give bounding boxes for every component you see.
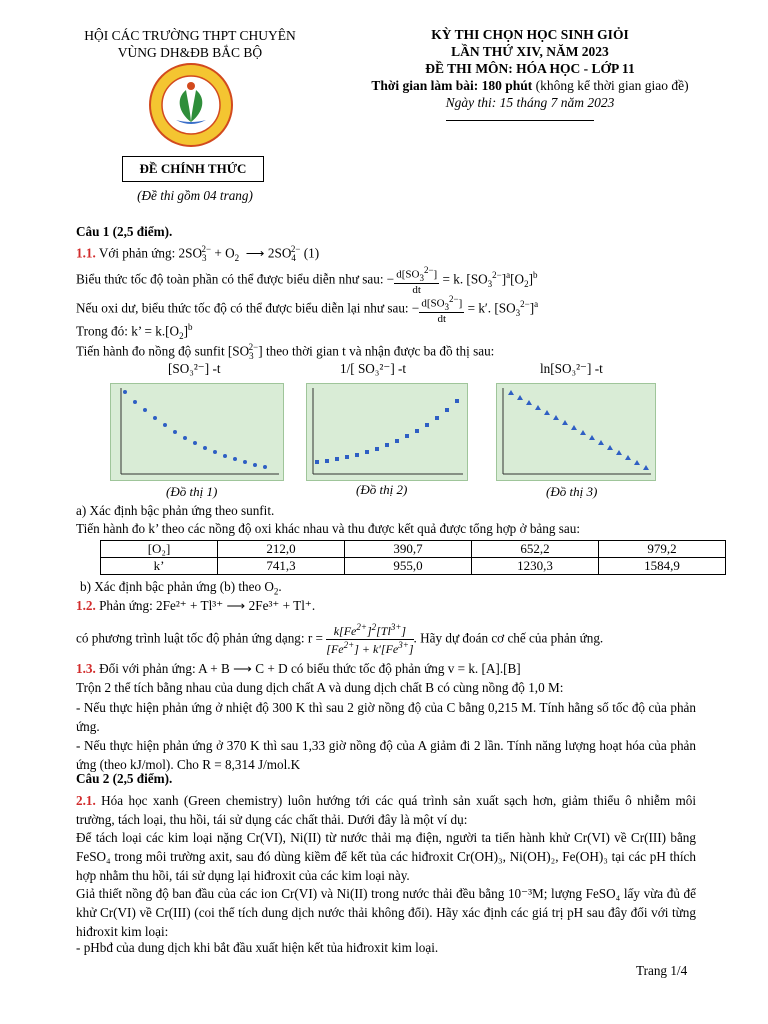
part-1-3-b: - Nếu thực hiện phản ứng ở 370 K thì sau 1,33 giờ nồng độ của A giảm đi 2 lần. Tính năng lượng hoạt hóa của phản ứng (theo kJ/mol). Cho R = 8,314 J/mol.K — [76, 738, 696, 772]
part-1-2-reaction: 1.2. Phản ứng: 2Fe²⁺ + Tl³⁺ ⟶ 2Fe³⁺ + Tl⁺. — [76, 598, 316, 613]
exam-title: KỲ THI CHỌN HỌC SINH GIỎI — [431, 27, 629, 42]
part-1-2-rate-law: có phương trình luật tốc độ phản ứng dạng: r = $\frac{k[Fe^{2+}]^2[Tl^{3+}]}{[Fe^{2+}] + k'[Fe^{3+}]}$ . Hãy dự đoán cơ chế của phản ứng. — [76, 622, 604, 656]
page-count-note: (Đề thi gồm 04 trang) — [137, 188, 253, 203]
question-2-title: Câu 2 (2,5 điểm). — [76, 771, 173, 786]
part-2-1-intro: 2.1. Hóa học xanh (Green chemistry) luôn hướng tới các quá trình sản xuất sạch hơn, giảm thiểu ô nhiễm môi trường, tách loại, thu hồi, tái sử dụng các chất thải. Dưới đây là một ví dụ: — [76, 793, 696, 827]
table-row — [101, 558, 726, 575]
exam-header — [310, 26, 750, 111]
oxygen-k-table — [100, 540, 726, 575]
part-1-3-mixing: Trộn 2 thể tích bằng nhau của dung dịch chất A và dung dịch chất B có cùng nồng độ 1,0 M: — [76, 680, 564, 695]
table-row — [101, 541, 726, 558]
table-cell: 955,0 — [345, 558, 472, 575]
table-cell: 390,7 — [345, 541, 472, 558]
graph-2-svg — [307, 384, 467, 480]
part-1-1-reaction: 1.1. Với phản ứng: $2SO_3^{2-} + O_2$ ⟶ $2SO_4^{2-}$ (1) — [76, 244, 320, 264]
question-1b: b) Xác định bậc phản ứng (b) theo $O_2$. — [80, 579, 282, 597]
org-line-2: VÙNG DH&ĐB BẮC BỘ — [117, 45, 263, 60]
exam-duration: Thời gian làm bài: 180 phút — [371, 78, 533, 93]
part-2-1-ph-start: - pHbđ của dung dịch khi bắt đầu xuất hiện kết tủa hiđroxit kim loại. — [76, 940, 439, 955]
exam-subject: ĐỀ THI MÔN: HÓA HỌC - LỚP 11 — [425, 61, 635, 76]
measurement-intro: Tiến hành đo nồng độ sunfit $[SO_3^{2-}]$ theo thời gian t và nhận được ba đồ thị sau: — [76, 342, 495, 362]
exam-duration-note: (không kể thời gian giao đề) — [532, 78, 689, 93]
graph-1-caption: (Đồ thị 1) — [166, 484, 218, 499]
table-cell: 741,3 — [218, 558, 345, 575]
graph-2-caption: (Đồ thị 2) — [356, 482, 408, 497]
header-divider — [446, 120, 594, 121]
table-cell: [O₂] — [101, 541, 218, 558]
part-1-3-reaction: 1.3. Đối với phản ứng: A + B ⟶ C + D có biểu thức tốc độ phản ứng v = k. [A].[B] — [76, 661, 521, 676]
part-1-3-a: - Nếu thực hiện phản ứng ở nhiệt độ 300 K thì sau 2 giờ nồng độ của C bằng 0,215 M. Tính hằng số tốc độ của phản ứng. — [76, 700, 696, 734]
table-cell: 652,2 — [472, 541, 599, 558]
graph-2-title: 1/[ SO₃²⁻] -t — [340, 361, 407, 376]
organization-header — [40, 27, 340, 61]
k-prime-definition: Trong đó: k’ = $k.[O_2]^b$ — [76, 322, 193, 342]
graph-3-title: ln[SO₃²⁻] -t — [540, 361, 603, 376]
school-association-logo — [148, 62, 234, 148]
oxygen-measurement-intro: Tiến hành đo k’ theo các nồng độ oxi khác nhau và thu được kết quả được tổng hợp ở bảng sau: — [76, 521, 581, 536]
graph-2-plot — [306, 383, 468, 481]
table-cell: 979,2 — [599, 541, 726, 558]
table-cell: k’ — [101, 558, 218, 575]
table-cell: 1230,3 — [472, 558, 599, 575]
full-rate-expression: Biểu thức tốc độ toàn phần có thể được biểu diễn như sau: − $\frac{d[SO_3^{2-}]}{dt}$ = k. $[SO_3^{2-}]^a[O_2]^b$ — [76, 265, 538, 296]
graph-3-caption: (Đồ thị 3) — [546, 484, 598, 499]
graph-3-plot — [496, 383, 656, 481]
question-1a: a) Xác định bậc phản ứng theo sunfit. — [76, 503, 275, 518]
table-cell: 212,0 — [218, 541, 345, 558]
question-1-title: Câu 1 (2,5 điểm). — [76, 224, 173, 239]
exam-date: Ngày thi: 15 tháng 7 năm 2023 — [445, 95, 615, 110]
graph-3-svg — [497, 384, 655, 480]
org-line-1: HỘI CÁC TRƯỜNG THPT CHUYÊN — [84, 28, 296, 43]
page-number: Trang 1/4 — [636, 963, 688, 978]
graph-1-svg — [111, 384, 283, 480]
official-stamp: ĐỀ CHÍNH THỨC — [122, 156, 264, 182]
part-2-1-process: Để tách loại các kim loại nặng Cr(VI), Ni(II) từ nước thải mạ điện, người ta tiến hành khử Cr(VI) về Cr(III) bằng FeSO₄ trong môi trường axit, sau đó dùng kiềm để kết tủa các hiđroxit Cr(OH)₃, Ni(OH)₂, Fe(OH)₃ tại các pH thích hợp nhằm thu hồi, tái sử dụng lại hiđroxit của các kim loại này. — [76, 830, 696, 883]
table-cell: 1584,9 — [599, 558, 726, 575]
exam-session: LẦN THỨ XIV, NĂM 2023 — [451, 44, 609, 59]
graph-1-title: [SO₃²⁻] -t — [168, 361, 221, 376]
excess-oxygen-rate-expression: Nếu oxi dư, biểu thức tốc độ có thể được biểu diễn lại như sau: − $\frac{d[SO_3^{2-}]}{dt}$ = k′. $[SO_3^{2-}]^a$ — [76, 294, 539, 325]
graph-1-plot — [110, 383, 284, 481]
part-2-1-assumption: Giả thiết nồng độ ban đầu của các ion Cr(VI) và Ni(II) trong nước thải đều bằng 10⁻³M; lượng FeSO₄ lấy vừa đủ để khử Cr(VI) về Cr(III) (coi thể tích dung dịch nước thải không đổi). Hãy xác định các giá trị pH sau đây đối với từng hiđroxit kim loại: — [76, 886, 696, 939]
